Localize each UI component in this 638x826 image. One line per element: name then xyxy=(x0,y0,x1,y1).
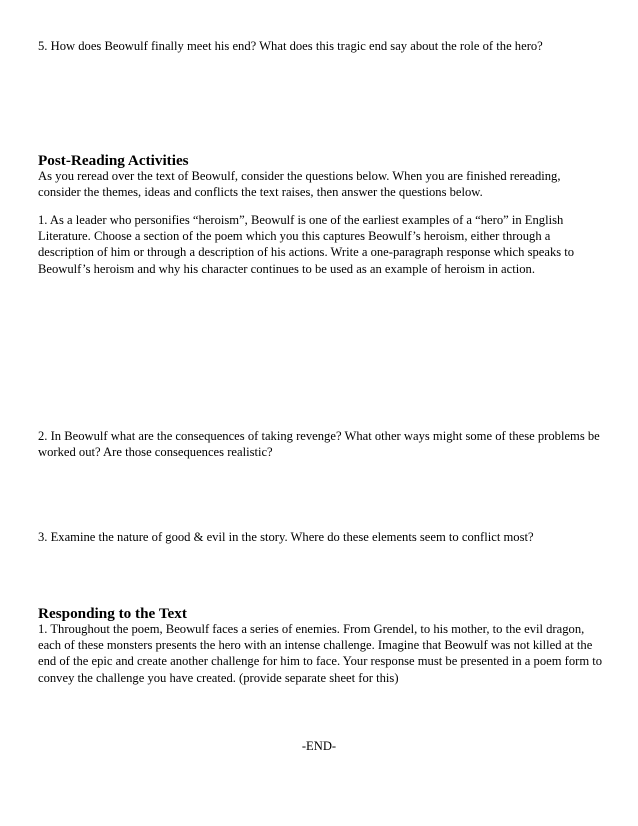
post-reading-question-3: 3. Examine the nature of good & evil in the story. Where do these elements seem to conflict most? xyxy=(38,530,534,544)
responding-question-1: 1. Throughout the poem, Beowulf faces a series of enemies. From Grendel, to his mother, to the evil dragon, each of these monsters presents the hero with an intense challenge. Imagine that Beowulf was not killed at the end of the epic and create another challenge for him to face. Your response must be presented in a poem form to convey the challenge you have created. (provide separate sheet for this) xyxy=(38,622,603,685)
responding-heading: Responding to the Text xyxy=(38,605,187,622)
post-reading-question-1: 1. As a leader who personifies “heroism”, Beowulf is one of the earliest examples of a “hero” in English Literature. Choose a section of the poem which you this captures Beowulf’s heroism, either through a description of him or through a description of his actions. Write a one-paragraph response which speaks to Beowulf’s heroism and why his character continues to be used as an example of heroism in action. xyxy=(38,213,575,276)
end-marker: -END- xyxy=(301,739,337,753)
post-reading-question-2: 2. In Beowulf what are the consequences of taking revenge? What other ways might some of these problems be worked out? Are those consequences realistic? xyxy=(38,429,600,460)
question-5: 5. How does Beowulf finally meet his end? What does this tragic end say about the role of the hero? xyxy=(38,39,543,53)
post-reading-heading: Post-Reading Activities xyxy=(38,152,189,169)
post-reading-intro: As you reread over the text of Beowulf, consider the questions below. When you are finished rereading, consider the themes, ideas and conflicts the text raises, then answer the questions below. xyxy=(38,169,561,200)
